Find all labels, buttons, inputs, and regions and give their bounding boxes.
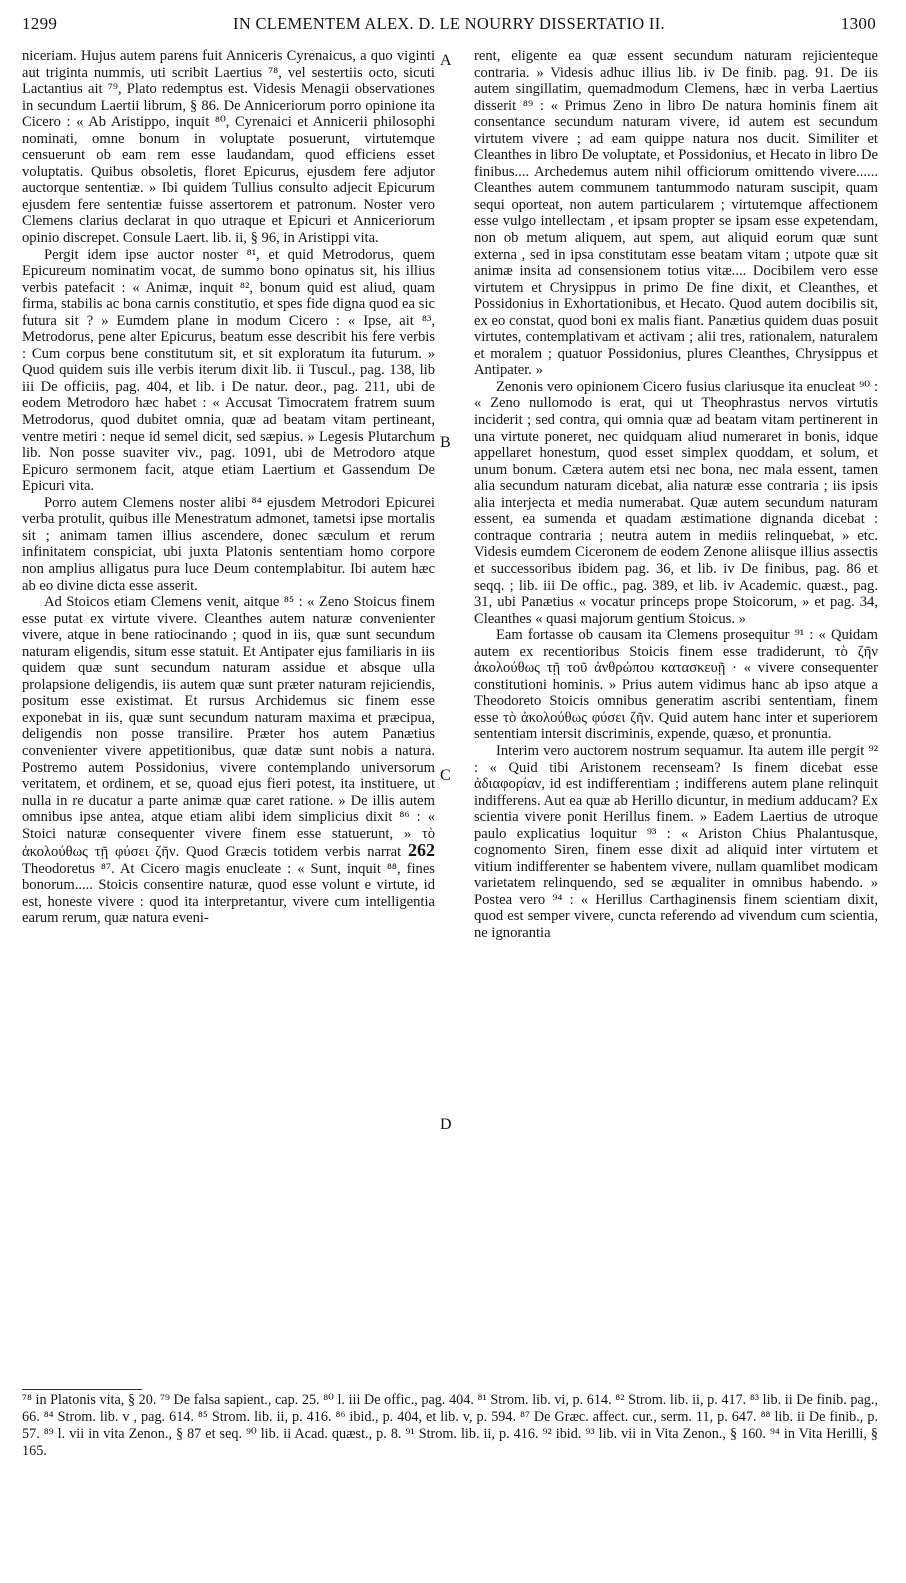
page-number-right: 1300 bbox=[840, 14, 876, 33]
paragraph: niceriam. Hujus autem parens fuit Anniceris Cyrenaicus, a quo viginti aut triginta nummis, uti scribit Laertius ⁷⁸, vel sestertiis octo, sicuti Lactantius ait ⁷⁹, Plato redemptus est. Videsis Menagii observationes in secundum Laertii librum, § 86. De Anniceriorum porro opinione ita Cicero : « Ab Aristippo, inquit ⁸⁰, Cyrenaici et Annicerii philosophi nominati, omne bonum in voluptate posuerunt, virtutemque censuerunt ob eam rem esse laudandam, quod efficiens esset voluptatis. Quibus obsoletis, floret Epicurus, ejusdem fere adjutor auctorque sententiæ. » Ibi quidem Tullius consulto adjecit Epicurum ejusdem fere sententiæ fuisse assertorem et patronum. Noster vero Clemens clarius declarat in quo utraque et Epicuri et Anniceriorum opinio discrepet. Consule Laert. lib. ii, § 96, in Aristippi vita. bbox=[22, 48, 435, 247]
right-column bbox=[474, 48, 878, 1383]
page-header bbox=[22, 14, 876, 38]
paragraph: Zenonis vero opinionem Cicero fusius clariusque ita enucleat ⁹⁰ : « Zeno nullomodo is erat, qui ut Theophrastus nervos virtutis inciderit ; sed contra, qui omnia quæ ad beatam vitam pertinerent in una virtute poneret, nec quidquam aliud numeraret in bonis, idque appellaret honestum, quod esset simplex quoddam, et solum, et unum bonum. Cætera autem etsi nec bona, nec mala essent, tamen alia secundum naturam dicebat, alia naturæ esse contraria ; iis ipsis alia interjecta et media numerabat. Quæ autem secundum naturam essent, ea sumenda et quadam æstimatione dignanda dicebat : contraque contraria ; neutra autem in mediis relinquebat, » etc. Videsis eumdem Ciceronem de eodem Zenone aliisque illius assectis et successoribus ibidem pag. 36, et lib. iv De finibus, pag. 86 et seqq. ; lib. iii De offic., pag. 389, et lib. iv Academic. quæst., pag. 31, ubi Panætius « vocatur princeps prope Stoicorum, » et pag. 34, Cleanthes « quasi majorum gentium Stoicus. » bbox=[474, 378, 878, 627]
footnote-text: ⁷⁸ in Platonis vita, § 20. ⁷⁹ De falsa sapient., cap. 25. ⁸⁰ l. iii De offic., pag. 404. ⁸¹ Strom. lib. vi, p. 614. ⁸² Strom. lib. ii, p. 417. ⁸³ lib. ii De finib. pag., 66. ⁸⁴ Strom. lib. v , pag. 614. ⁸⁵ Strom. lib. ii, p. 416. ⁸⁶ ibid., p. 404, et lib. v, p. 594. ⁸⁷ De Græc. affect. cur., serm. 11, p. 647. ⁸⁸ lib. ii De finib., p. 57. ⁸⁹ l. vii in vita Zenon., § 87 et seq. ⁹⁰ lib. ii Acad. quæst., p. 8. ⁹¹ Strom. lib. ii, p. 416. ⁹² ibid. ⁹³ lib. vii in Vita Zenon., § 160. ⁹⁴ in Vita Herilli, § 165. bbox=[22, 1392, 878, 1459]
running-title: IN CLEMENTEM ALEX. D. LE NOURRY DISSERTATIO II. bbox=[233, 14, 665, 33]
left-column bbox=[22, 48, 435, 1383]
section-marker-b: B bbox=[440, 434, 451, 451]
paragraph: Porro autem Clemens noster alibi ⁸⁴ ejusdem Metrodori Epicurei verba protulit, quibus ille Menestratum admonet, tametsi ipse mortalis sit ; animam tamen illius ascendere, donec sæculum et rerum infinitatem conspiciat, ubi juxta Platonis sententiam homo corpore non amplius alligatus pura luce Deum contemplabitur. Ibi autem hæc ab eo divine dicta esse asserit. bbox=[22, 494, 435, 594]
paragraph: Pergit idem ipse auctor noster ⁸¹, et quid Metrodorus, quem Epicureum nominatim vocat, de summo bono opinatus sit, his illius verbis patefacit : « Animæ, inquit ⁸², bonum quid est aliud, quam firma, stabilis ac bona carnis constitutio, et spes fide digna quod ea sic futura sit ? » Eumdem plane in modum Cicero : « Ipse, ait ⁸³, Metrodorus, pene alter Epicurus, beatum esse describit his fere verbis : Cum corpus bene constitutum sit, et sit exploratum ita futurum. » Quod quidem suis ille verbis iterum dixit lib. ii Tuscul., pag. 138, lib iii De officiis, pag. 404, et lib. i De natur. deor., pag. 211, ubi de eodem Metrodoro hæc habet : « Accusat Timocratem fratrem suum Metrodorus, quod dubitet omnia, quæ ad beatam vitam pertineant, ventre metiri : neque id semel dicit, sed sæpius. » Legesis Plutarchum lib. Non posse suaviter viv., pag. 1091, ubi de Metrodoro atque Epicuro sermonem facit, atque etiam Laertium et Gassendum De Epicuri vita. bbox=[22, 246, 435, 495]
paragraph: Eam fortasse ob causam ita Clemens prosequitur ⁹¹ : « Quidam autem ex recentioribus Stoicis finem esse tradiderunt, τὸ ζῆν ἀκολούθως τῇ τοῦ ἀνθρώπου κατασκευῇ · « vivere consequenter constitutioni hominis. » Prius autem vidimus hanc ab ipso atque a Theodoreto Stoicis omnibus generatim ascribi sententiam, finem esse τὸ ἀκολούθως φύσει ζῆν. Quid autem hanc inter et superiorem sententiam intersit discriminis, expende, quæso, et pronuntia. bbox=[474, 627, 878, 743]
inline-page-number: 262 bbox=[408, 840, 435, 861]
paragraph: Interim vero auctorem nostrum sequamur. Ita autem ille pergit ⁹² : « Quid tibi Aristonem recenseam? Is finem dicebat esse ἀδιαφορίαν, id est indifferentiam ; indifferens autem plane relinquit indifferens. Aut ea quæ ab Herillo dicuntur, in medium adducam? Ex scientia vivere ponit Herillus finem. » Eadem Laertius de utroque paulo explicatius loquitur ⁹³ : « Ariston Chius Phalantusque, cognomento Siren, finem esse dixit ad aliquid inter virtutem et vitium indifferenter se habentem vivere, nullam quamlibet modicam varietatem relinquendo, sed se æqualiter in omnibus habendo. » Postea vero ⁹⁴ : « Herillus Carthaginensis finem scientiam dixit, quod est semper vivere, cuncta referendo ad vivendum cum scientia, ne ignorantia bbox=[474, 742, 878, 941]
section-marker-a: A bbox=[440, 52, 452, 69]
paragraph: rent, eligente ea quæ essent secundum naturam rejicienteque contraria. » Videsis adhuc illius lib. iv De finib. pag. 91. De iis autem singillatim, quemadmodum Clemens, hæc in verba Laertius disserit ⁸⁹ : « Primus Zeno in libro De natura hominis finem ait consentance secundum naturam vivere, id autem est secundum virtutem vivere ; ad eam quippe natura nos ducit. Similiter et Cleanthes in libro De voluptate, et Possidonius, et Hecato in libro De finibus.... Archedemus autem nihil officiorum omittendo vivere...... Cleanthes autem communem tantummodo naturam suscipit, quam sequi oporteat, non autem particularem ; virtutemque affectionem esse vulgo intellectam , et ipsam propter se ipsam esse expetendam, non ob metum aliquem, aut spem, aut aliquid eorum quæ sunt externa , sed in ipsa constitutam esse beatam vitam ; utpote quæ sit animæ insita ad consensionem totius vitæ.... Docibilem vero esse virtutem et Chrysippus in primo De fine dixit, et Cleanthes, et Possidonius in Exhortationibus, et Hecato. Quod autem docibilis sit, ex eo constat, quod boni ex malis fiant. Panætius quidem duas posuit virtutes, contemplativam et activam ; alii tres, rationalem, naturalem et moralem ; quatuor Possidonius, plures Cleanthes, Chrysippus et Antipater. » bbox=[474, 48, 878, 379]
section-marker-c: C bbox=[440, 767, 451, 784]
page-number-left: 1299 bbox=[22, 14, 58, 33]
footnotes bbox=[22, 1392, 878, 1492]
footnote-rule bbox=[22, 1389, 142, 1390]
paragraph: Ad Stoicos etiam Clemens venit, aitque ⁸⁵ : « Zeno Stoicus finem esse putat ex virtute vivere. Cleanthes autem naturæ convenienter vivere, atque in bene ratiocinando ; quod in iis, quæ sunt secundum naturam eligendis, situm esse statuit. Et Antipater ejus familiaris in iis quidem quæ sunt secundum naturam assidue et absque ulla prolapsione deligendis, iis autem quæ sunt præter naturam rejiciendis, positum esse existimat. Et rursus Archidemus sic finem esse exponebat in iis, quæ sunt secundum naturam maxima et præcipua, deligendis non posse transilire. Præter hos autem Panætius convenienter vivere appetitionibus, quæ datæ sunt nobis a natura. Postremo autem Possidonius, vivere contemplando universorum veritatem, et ordinem, et se, quoad ejus fieri potest, ita instituere, ut nulla in re ducatur a parte animæ quæ caret ratione. » De illis autem omnibus ipse antea, atque etiam alibi idem simplicius dixit ⁸⁶ : « Stoici naturæ consequenter vivere finem esse statuerunt, » τὸ ἀκολούθως τῇ φύσει ζῆν. Quod Græcis totidem verbis narrat 262 Theodoretus ⁸⁷. At Cicero magis enucleate : « Sunt, inquit ⁸⁸, fines bonorum..... Stoicis consentire naturæ, quod esse volunt e virtute, id est, honeste vivere : quod ita interpretantur, vivere cum intelligentia earum rerum, quæ natura eveni- bbox=[22, 594, 435, 927]
section-marker-d: D bbox=[440, 1116, 452, 1133]
